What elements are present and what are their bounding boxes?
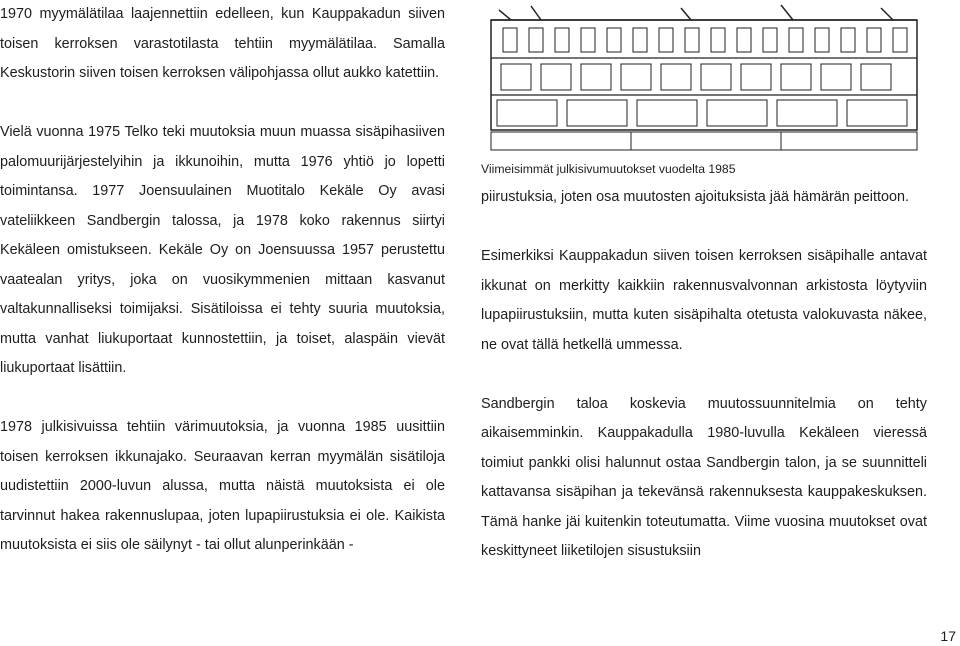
- left-text-column: [0, 0, 445, 561]
- paragraph: 1970 myymälätilaa laajennettiin edelleen, kun Kauppakadun siiven toisen kerroksen varastotilasta tehtiin myymälätilaa. Samalla Keskustorin siiven toisen kerroksen välipohjassa ollut aukko katettiin.: [0, 6, 445, 81]
- paragraph: Sandbergin taloa koskevia muutossuunnitelmia on tehty aikaisemminkin. Kauppakadulla 1980-luvulla Kekäleen vieressä toimiut pankki olisi halunnut ostaa Sandbergin talon, ja se suunnitteli kattavansa sisäpihan ja tekevänsä rakennuksesta kauppakeskuksen. Tämä hanke jäi kuitenkin toteutumatta. Viime vuosina muutokset ovat keskittyneet liiketilojen sisustuksiin: [481, 395, 927, 559]
- figure-caption: Viimeisimmät julkisivumuutokset vuodelta 1985: [481, 162, 736, 176]
- paragraph: piirustuksia, joten osa muutosten ajoituksista jää hämärän peittoon.: [481, 189, 909, 205]
- paragraph: Vielä vuonna 1975 Telko teki muutoksia muun muassa sisäpihasiiven palomuurijärjestelyihin ja ikkunoihin, mutta 1976 yhtiö jo lopetti toimintansa. 1977 Joensuulainen Muotitalo Kekäle Oy avasi vateliikkeen Sandbergin talossa, ja 1978 koko rakennus siirtyi Kekäleen omistukseen. Kekäle Oy on Joensuussa 1957 perustettu vaatealan yritys, joka on vuosikymmenien mittaan kasvanut valtakunnalliseksi toimijaksi. Sisätiloissa ei tehty suuria muutoksia, mutta vanhat liukuportaat kunnostettiin, ja toiset, alaspäin vievät liukuportaat lisättiin.: [0, 124, 445, 376]
- paragraph: Esimerkiksi Kauppakadun siiven toisen kerroksen sisäpihalle antavat ikkunat on merkitty kaikkiin rakennusvalvonnan arkistosta löytyviin lupapiirustuksiin, mutta kuten sisäpihalta otetusta valokuvasta näkee, ne ovat tällä hetkellä ummessa.: [481, 248, 927, 353]
- paragraph: 1978 julkisivuissa tehtiin värimuutoksia, ja vuonna 1985 uusittiin toisen kerroksen ikkunajako. Seuraavan kerran myymälän sisätiloja uudistettiin 2000-luvun alussa, mutta näistä muutoksista ei ole tarvinnut hakea rakennuslupaa, joten lupapiirustuksia ei ole. Kaikista muutoksista ei siis ole säilynyt - tai ollut alunperinkään -: [0, 419, 445, 553]
- facade-drawing: [481, 0, 927, 152]
- right-text-column: [481, 183, 927, 567]
- page-number: 17: [940, 628, 956, 644]
